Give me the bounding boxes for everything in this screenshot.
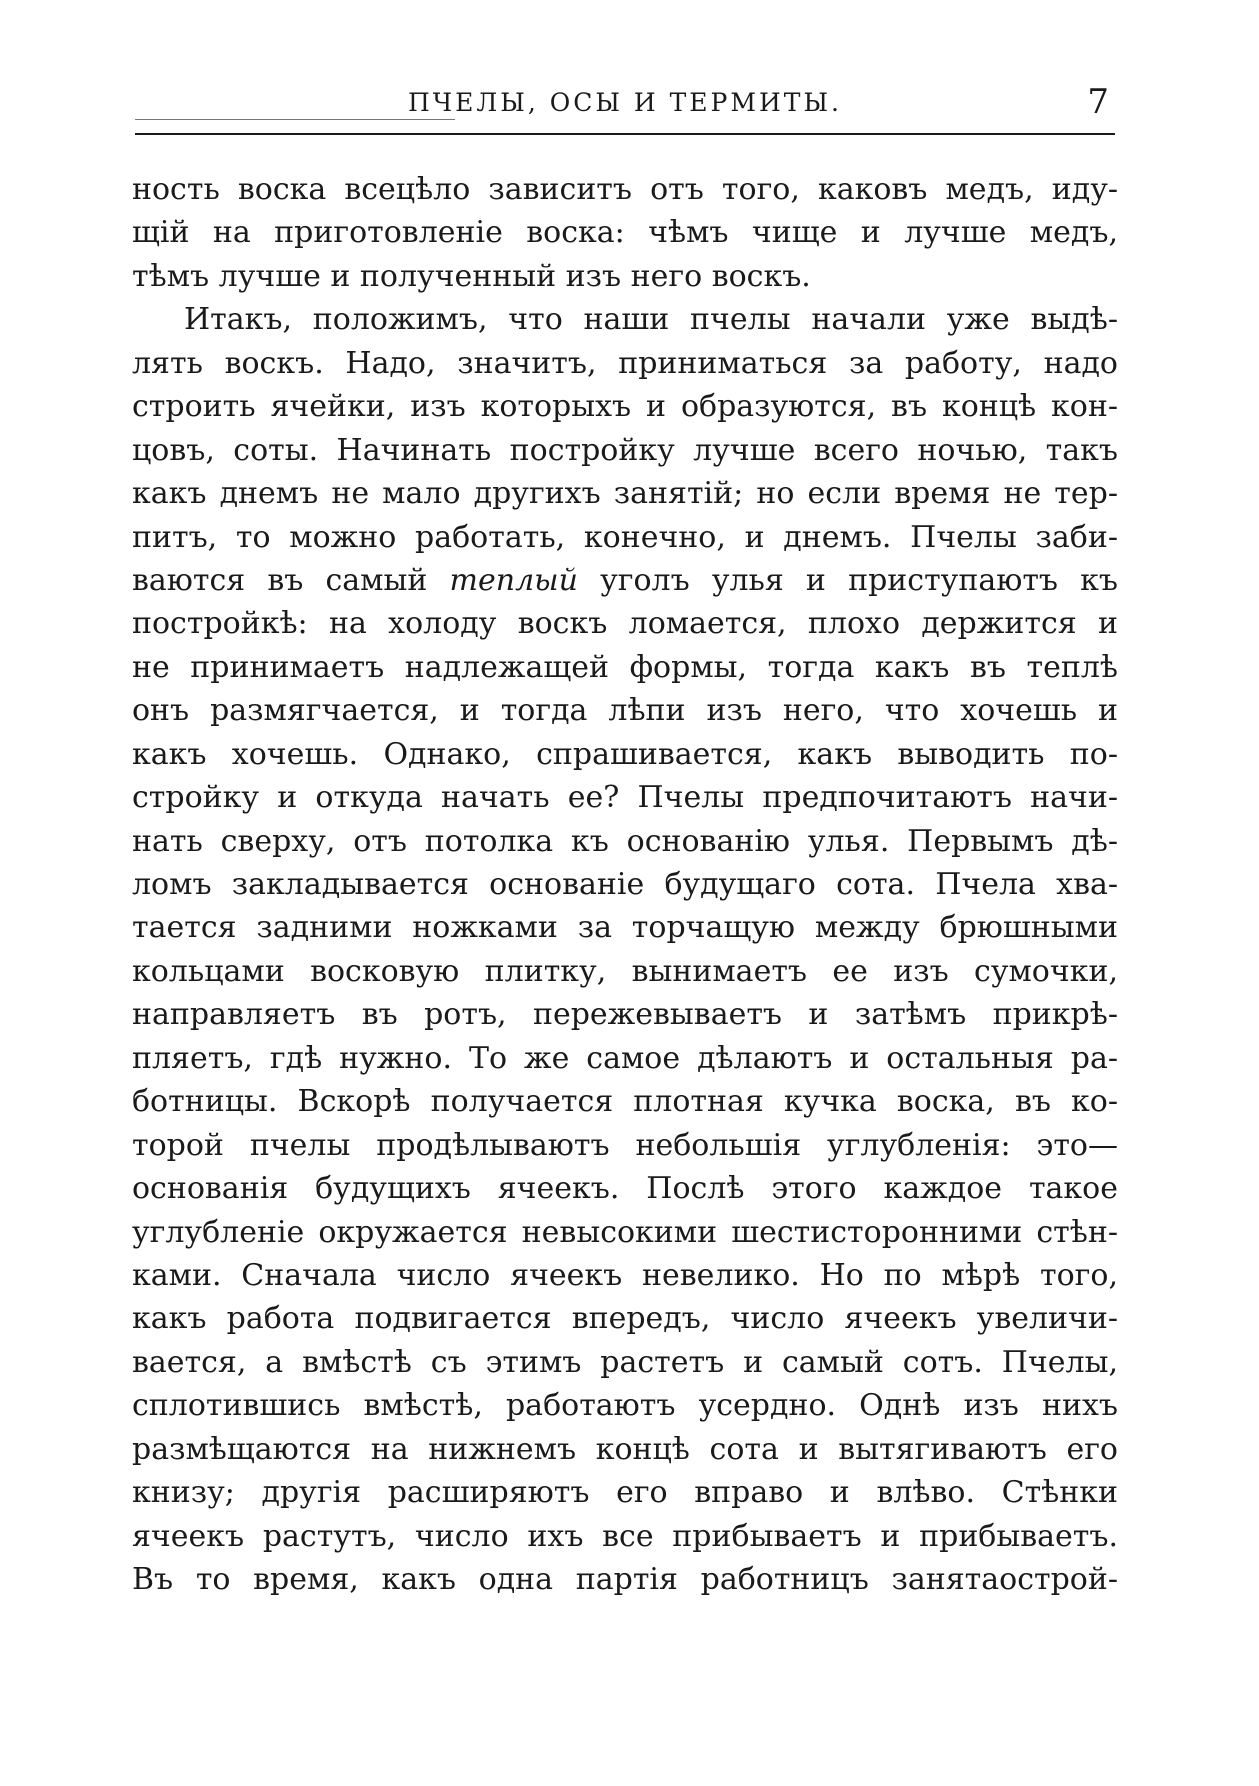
header-rule-thin <box>135 119 455 120</box>
text-line: тѣмъ лучше и полученный изъ него воскъ. <box>132 258 811 294</box>
text-line: не принимаетъ надлежащей формы, тогда какъ въ теплѣ <box>132 649 1118 685</box>
text-line: щій на приготовленіе воска: чѣмъ чище и лучше медъ, <box>132 215 1118 251</box>
body-text <box>132 168 1118 1601</box>
text-line: размѣщаются на нижнемъ концѣ сота и вытягиваютъ его <box>132 1431 1118 1467</box>
header-rule <box>135 133 1115 135</box>
text-line: цовъ, соты. Начинать постройку лучше всего ночью, такъ <box>132 432 1118 468</box>
emphasized-word: теплый <box>449 562 578 598</box>
text-line: строить ячейки, изъ которыхъ и образуются, въ концѣ кон- <box>132 389 1118 425</box>
text-line: Въ то время, какъ одна партія работницъ занятаострой- <box>132 1562 1118 1597</box>
text-line: основанія будущихъ ячеекъ. Послѣ этого каждое такое <box>132 1171 1118 1207</box>
text-run: уголъ улья и приступаютъ къ <box>577 562 1118 598</box>
text-run: ваются въ самый <box>132 562 450 598</box>
text-line: питъ, то можно работать, конечно, и днемъ. Пчелы заби- <box>132 519 1118 555</box>
page-number: 7 <box>1087 82 1109 122</box>
text-line: вается, а вмѣстѣ съ этимъ растетъ и самый сотъ. Пчелы, <box>132 1344 1118 1380</box>
text-line: какъ работа подвигается впередъ, число ячеекъ увеличи- <box>132 1301 1118 1337</box>
text-line: лять воскъ. Надо, значитъ, приниматься за работу, надо <box>132 345 1118 381</box>
text-line: нать сверху, отъ потолка къ основанію улья. Первымъ дѣ- <box>132 823 1118 859</box>
text-line: какъ днемъ не мало другихъ занятій; но если время не тер- <box>132 476 1118 512</box>
text-line: постройкѣ: на холоду воскъ ломается, плохо держится и <box>132 606 1118 642</box>
text-line: сплотившись вмѣстѣ, работаютъ усердно. Однѣ изъ нихъ <box>132 1388 1118 1424</box>
text-line: Итакъ, положимъ, что наши пчелы начали уже выдѣ- <box>184 302 1118 338</box>
text-line: ность воска всецѣло зависитъ отъ того, каковъ медъ, иду- <box>132 172 1118 207</box>
running-header <box>135 82 1115 132</box>
text-line: углубленіе окружается невысокими шестисторонними стѣн- <box>132 1214 1118 1250</box>
running-title: ПЧЕЛЫ, ОСЫ И ТЕРМИТЫ. <box>407 88 842 117</box>
text-line: пляетъ, гдѣ нужно. То же самое дѣлаютъ и остальныя ра- <box>132 1040 1118 1076</box>
text-line: ячеекъ растутъ, число ихъ все прибываетъ и прибываетъ. <box>132 1518 1118 1554</box>
text-line: книзу; другія расширяютъ его вправо и влѣво. Стѣнки <box>132 1475 1118 1511</box>
text-line: торой пчелы продѣлываютъ небольшія углубленія: это— <box>132 1127 1118 1163</box>
text-line: ломъ закладывается основаніе будущаго сота. Пчела хва- <box>132 867 1118 902</box>
text-line-with-emphasis <box>132 559 1118 602</box>
text-line: направляетъ въ ротъ, пережевываетъ и затѣмъ прикрѣ- <box>132 997 1118 1033</box>
text-line: кольцами восковую плитку, вынимаетъ ее изъ сумочки, <box>132 953 1118 989</box>
text-line: какъ хочешь. Однако, спрашивается, какъ выводить по- <box>132 736 1118 772</box>
text-line: стройку и откуда начать ее? Пчелы предпочитаютъ начи- <box>132 780 1118 816</box>
text-line: ками. Сначала число ячеекъ невелико. Но по мѣрѣ того, <box>132 1257 1118 1293</box>
text-line: тается задними ножками за торчащую между брюшными <box>132 910 1118 946</box>
text-line: онъ размягчается, и тогда лѣпи изъ него, что хочешь и <box>132 693 1118 729</box>
text-line: ботницы. Вскорѣ получается плотная кучка воска, въ ко- <box>132 1084 1118 1120</box>
